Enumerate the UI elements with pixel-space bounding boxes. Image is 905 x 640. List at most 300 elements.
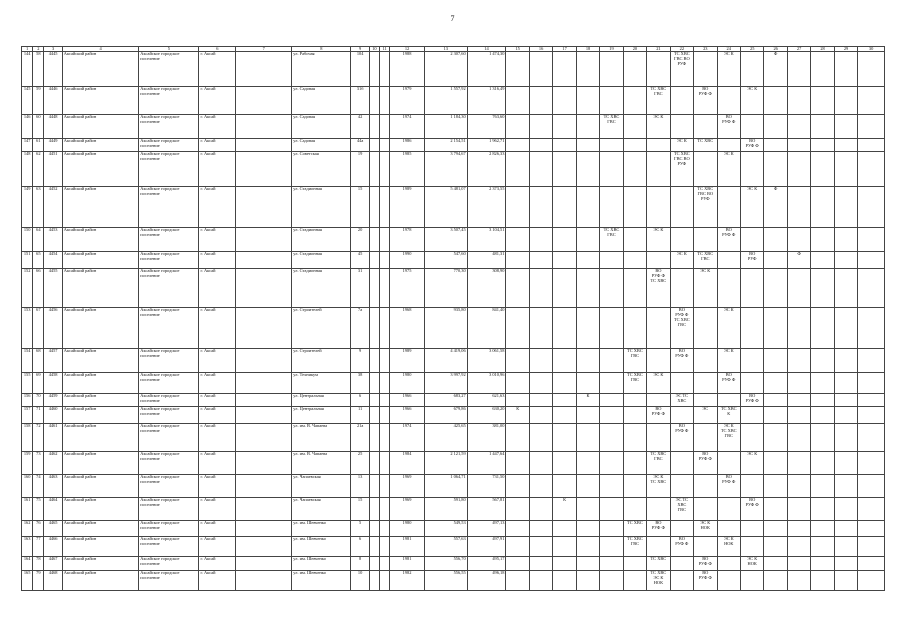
- work-type-cell: [576, 269, 599, 308]
- work-type-cell: [787, 557, 810, 571]
- work-type-cell: [529, 407, 552, 424]
- work-type-cell: [623, 498, 646, 521]
- work-type-cell: [717, 252, 740, 269]
- work-type-cell: [647, 152, 670, 187]
- build-year: 1966: [390, 407, 425, 424]
- work-type-cell: [506, 537, 529, 557]
- house-number: 21а: [351, 424, 369, 452]
- building-id: 4453: [44, 228, 62, 252]
- work-type-cell: ЭС К: [694, 269, 717, 308]
- empty-cell: [379, 452, 389, 475]
- work-type-cell: [811, 452, 834, 475]
- column-header: 3: [44, 47, 62, 52]
- column-header: 27: [787, 47, 810, 52]
- work-type-cell: ТС ХВС К: [717, 407, 740, 424]
- district: Аксайский район: [62, 139, 139, 152]
- row-number: 149: [22, 187, 33, 228]
- district: Аксайский район: [62, 407, 139, 424]
- build-year: 1985: [390, 152, 425, 187]
- work-type-cell: [600, 308, 623, 349]
- column-header: 7: [236, 47, 292, 52]
- work-type-cell: ВО РУФ Ф: [717, 115, 740, 139]
- build-year: 1968: [390, 308, 425, 349]
- row-number: 147: [22, 139, 33, 152]
- work-type-cell: [576, 228, 599, 252]
- build-year: 1981: [390, 557, 425, 571]
- column-header: 12: [390, 47, 425, 52]
- work-type-cell: ТС ХВС ГВС: [694, 252, 717, 269]
- build-year: 1989: [390, 349, 425, 373]
- empty-cell: [369, 187, 379, 228]
- work-type-cell: [600, 557, 623, 571]
- empty-cell: [369, 349, 379, 373]
- work-type-cell: [647, 308, 670, 349]
- work-type-cell: [858, 407, 885, 424]
- city: г. Аксай: [199, 252, 236, 269]
- work-type-cell: [858, 87, 885, 115]
- empty-cell: [369, 87, 379, 115]
- work-type-cell: [647, 424, 670, 452]
- work-type-cell: [811, 424, 834, 452]
- row-number: 164: [22, 557, 33, 571]
- total-area: 2 307,60: [424, 52, 467, 87]
- empty-cell: [236, 308, 292, 349]
- column-header: 22: [670, 47, 693, 52]
- work-type-cell: [506, 308, 529, 349]
- work-type-cell: [647, 349, 670, 373]
- build-year: 1980: [390, 373, 425, 394]
- work-type-cell: Ф: [787, 252, 810, 269]
- building-id: 4463: [44, 475, 62, 498]
- work-type-cell: [764, 394, 787, 407]
- city: г. Аксай: [199, 139, 236, 152]
- empty-cell: [369, 115, 379, 139]
- work-type-cell: [623, 228, 646, 252]
- work-type-cell: [764, 228, 787, 252]
- work-type-cell: [529, 252, 552, 269]
- settlement: Аксайское городское поселение: [139, 373, 199, 394]
- empty-cell: [379, 521, 389, 537]
- work-type-cell: [670, 407, 693, 424]
- work-type-cell: ВО РУФ Ф: [740, 498, 763, 521]
- table-row: [22, 498, 885, 521]
- work-type-cell: [506, 394, 529, 407]
- work-type-cell: ЭС К НОК: [717, 537, 740, 557]
- work-type-cell: [553, 87, 576, 115]
- work-type-cell: [623, 394, 646, 407]
- building-id: 4448: [44, 115, 62, 139]
- work-type-cell: [506, 498, 529, 521]
- work-type-cell: [506, 557, 529, 571]
- row-subnumber: 77: [33, 537, 44, 557]
- work-type-cell: [670, 87, 693, 115]
- work-type-cell: [811, 349, 834, 373]
- work-type-cell: [529, 115, 552, 139]
- building-id: 4461: [44, 424, 62, 452]
- district: Аксайский район: [62, 571, 139, 591]
- column-header: 18: [576, 47, 599, 52]
- living-area: 3 010,96: [467, 373, 506, 394]
- work-type-cell: [811, 269, 834, 308]
- work-type-cell: [576, 407, 599, 424]
- work-type-cell: [529, 557, 552, 571]
- work-type-cell: [811, 498, 834, 521]
- work-type-cell: [834, 269, 857, 308]
- work-type-cell: [553, 521, 576, 537]
- work-type-cell: ЭС К: [717, 152, 740, 187]
- work-type-cell: [858, 373, 885, 394]
- empty-cell: [379, 407, 389, 424]
- living-area: 308,90: [467, 269, 506, 308]
- work-type-cell: ВО РУФ Ф: [740, 394, 763, 407]
- living-area: 1 474,30: [467, 52, 506, 87]
- column-header: 4: [62, 47, 139, 52]
- row-number: 165: [22, 571, 33, 591]
- work-type-cell: [576, 475, 599, 498]
- living-area: 630,20: [467, 407, 506, 424]
- work-type-cell: [670, 115, 693, 139]
- building-id: 4465: [44, 521, 62, 537]
- empty-cell: [369, 373, 379, 394]
- work-type-cell: [834, 87, 857, 115]
- work-type-cell: [787, 475, 810, 498]
- work-type-cell: [811, 139, 834, 152]
- table-row: [22, 424, 885, 452]
- work-type-cell: [529, 269, 552, 308]
- work-type-cell: [600, 498, 623, 521]
- work-type-cell: [506, 521, 529, 537]
- empty-cell: [236, 373, 292, 394]
- work-type-cell: [647, 498, 670, 521]
- work-type-cell: [553, 152, 576, 187]
- house-number: 11: [351, 407, 369, 424]
- work-type-cell: ТС ХВС ГВС ВО РУФ: [670, 52, 693, 87]
- work-type-cell: ЭС К: [717, 349, 740, 373]
- column-header: 28: [811, 47, 834, 52]
- work-type-cell: [811, 407, 834, 424]
- empty-cell: [236, 407, 292, 424]
- work-type-cell: [576, 252, 599, 269]
- work-type-cell: [764, 308, 787, 349]
- work-type-cell: [670, 373, 693, 394]
- work-type-cell: [529, 537, 552, 557]
- work-type-cell: [600, 537, 623, 557]
- work-type-cell: ВО РУФ Ф: [717, 228, 740, 252]
- column-header: 20: [623, 47, 646, 52]
- street: ул. им. Шевченко: [292, 537, 351, 557]
- column-header: 24: [717, 47, 740, 52]
- work-type-cell: [858, 139, 885, 152]
- work-type-cell: [506, 187, 529, 228]
- house-number: 25: [351, 452, 369, 475]
- work-type-cell: [764, 407, 787, 424]
- work-type-cell: [740, 349, 763, 373]
- row-subnumber: 73: [33, 452, 44, 475]
- empty-cell: [236, 187, 292, 228]
- work-type-cell: ЭС К: [740, 187, 763, 228]
- column-header: 16: [529, 47, 552, 52]
- work-type-cell: [600, 424, 623, 452]
- work-type-cell: [576, 52, 599, 87]
- street: ул. Стадионная: [292, 228, 351, 252]
- living-area: 2 373,55: [467, 187, 506, 228]
- building-id: 4456: [44, 308, 62, 349]
- row-subnumber: 78: [33, 557, 44, 571]
- work-type-cell: ЭС К: [717, 308, 740, 349]
- work-type-cell: [553, 52, 576, 87]
- settlement: Аксайское городское поселение: [139, 152, 199, 187]
- column-header: 17: [553, 47, 576, 52]
- table-row: [22, 87, 885, 115]
- build-year: 1981: [390, 537, 425, 557]
- work-type-cell: [553, 228, 576, 252]
- work-type-cell: ЭС: [694, 407, 717, 424]
- district: Аксайский район: [62, 152, 139, 187]
- work-type-cell: ВО РУФ Ф: [647, 521, 670, 537]
- work-type-cell: [576, 537, 599, 557]
- city: г. Аксай: [199, 571, 236, 591]
- work-type-cell: [506, 228, 529, 252]
- row-subnumber: 61: [33, 139, 44, 152]
- work-type-cell: [694, 152, 717, 187]
- settlement: Аксайское городское поселение: [139, 269, 199, 308]
- total-area: 4 419,06: [424, 349, 467, 373]
- work-type-cell: [787, 424, 810, 452]
- work-type-cell: [764, 537, 787, 557]
- settlement: Аксайское городское поселение: [139, 394, 199, 407]
- table-row: [22, 349, 885, 373]
- work-type-cell: ТС ХВС ГВС: [647, 87, 670, 115]
- street: ул. Стадионная: [292, 187, 351, 228]
- street: ул. Советская: [292, 152, 351, 187]
- work-type-cell: [600, 475, 623, 498]
- work-type-cell: [834, 228, 857, 252]
- empty-cell: [379, 228, 389, 252]
- settlement: Аксайское городское поселение: [139, 452, 199, 475]
- empty-cell: [379, 373, 389, 394]
- work-type-cell: [740, 228, 763, 252]
- work-type-cell: ТС ХВС: [647, 557, 670, 571]
- building-id: 4459: [44, 394, 62, 407]
- district: Аксайский район: [62, 52, 139, 87]
- build-year: 1989: [390, 187, 425, 228]
- work-type-cell: [529, 87, 552, 115]
- work-type-cell: [764, 373, 787, 394]
- work-type-cell: [858, 571, 885, 591]
- house-number: 5: [351, 521, 369, 537]
- work-type-cell: ТС ХВС: [694, 139, 717, 152]
- work-type-cell: [529, 52, 552, 87]
- table-row: [22, 475, 885, 498]
- row-subnumber: 70: [33, 394, 44, 407]
- house-number: 104: [351, 52, 369, 87]
- work-type-cell: [553, 373, 576, 394]
- row-subnumber: 62: [33, 152, 44, 187]
- work-type-cell: [694, 308, 717, 349]
- empty-cell: [236, 269, 292, 308]
- work-type-cell: Ф: [764, 52, 787, 87]
- total-area: 3 794,67: [424, 152, 467, 187]
- work-type-cell: [834, 187, 857, 228]
- city: г. Аксай: [199, 87, 236, 115]
- empty-cell: [379, 308, 389, 349]
- house-number: 15: [351, 187, 369, 228]
- work-type-cell: [576, 452, 599, 475]
- settlement: Аксайское городское поселение: [139, 52, 199, 87]
- work-type-cell: [623, 52, 646, 87]
- work-type-cell: [834, 52, 857, 87]
- work-type-cell: [811, 228, 834, 252]
- work-type-cell: [553, 537, 576, 557]
- work-type-cell: [787, 407, 810, 424]
- work-type-cell: [764, 152, 787, 187]
- district: Аксайский район: [62, 475, 139, 498]
- total-area: 683,27: [424, 394, 467, 407]
- building-id: 4451: [44, 152, 62, 187]
- house-number: 20: [351, 228, 369, 252]
- row-number: 163: [22, 537, 33, 557]
- work-type-cell: [506, 152, 529, 187]
- city: г. Аксай: [199, 187, 236, 228]
- work-type-cell: [600, 152, 623, 187]
- building-id: 4467: [44, 557, 62, 571]
- table-row: [22, 394, 885, 407]
- house-number: 44а: [351, 139, 369, 152]
- column-header: 2: [33, 47, 44, 52]
- work-type-cell: [553, 308, 576, 349]
- row-number: 146: [22, 115, 33, 139]
- work-type-cell: [694, 115, 717, 139]
- total-area: 2 121,59: [424, 452, 467, 475]
- work-type-cell: [787, 152, 810, 187]
- house-number: 42: [351, 115, 369, 139]
- work-type-cell: [647, 252, 670, 269]
- work-type-cell: [834, 152, 857, 187]
- district: Аксайский район: [62, 349, 139, 373]
- empty-cell: [369, 308, 379, 349]
- column-header: 19: [600, 47, 623, 52]
- work-type-cell: [787, 308, 810, 349]
- work-type-cell: ВО РУФ Ф: [717, 475, 740, 498]
- work-type-cell: [858, 252, 885, 269]
- work-type-cell: [858, 152, 885, 187]
- empty-cell: [369, 424, 379, 452]
- building-id: 4449: [44, 139, 62, 152]
- column-header: 26: [764, 47, 787, 52]
- total-area: 770,30: [424, 269, 467, 308]
- row-number: 157: [22, 407, 33, 424]
- empty-cell: [236, 571, 292, 591]
- work-type-cell: [670, 557, 693, 571]
- row-subnumber: 75: [33, 498, 44, 521]
- work-type-cell: ЭС К НОК: [694, 521, 717, 537]
- city: г. Аксай: [199, 308, 236, 349]
- work-type-cell: [576, 557, 599, 571]
- work-type-cell: [834, 252, 857, 269]
- empty-cell: [379, 152, 389, 187]
- row-subnumber: 79: [33, 571, 44, 591]
- empty-cell: [236, 475, 292, 498]
- empty-cell: [369, 475, 379, 498]
- work-type-cell: [740, 269, 763, 308]
- work-type-cell: [600, 87, 623, 115]
- work-type-cell: [858, 228, 885, 252]
- settlement: Аксайское городское поселение: [139, 349, 199, 373]
- work-type-cell: [506, 115, 529, 139]
- city: г. Аксай: [199, 349, 236, 373]
- street: ул. Рабочая: [292, 52, 351, 87]
- column-header: 21: [647, 47, 670, 52]
- work-type-cell: [600, 252, 623, 269]
- work-type-cell: [553, 187, 576, 228]
- work-type-cell: [623, 571, 646, 591]
- street: ул. Стадионная: [292, 269, 351, 308]
- work-type-cell: [764, 269, 787, 308]
- work-type-cell: [858, 557, 885, 571]
- work-type-cell: [787, 87, 810, 115]
- work-type-cell: [858, 269, 885, 308]
- work-type-cell: ТС ХВС: [623, 521, 646, 537]
- work-type-cell: [623, 187, 646, 228]
- work-type-cell: ЭС К ТС ХВС: [647, 475, 670, 498]
- table-row: [22, 373, 885, 394]
- empty-cell: [236, 498, 292, 521]
- settlement: Аксайское городское поселение: [139, 139, 199, 152]
- table-row: [22, 452, 885, 475]
- work-type-cell: [553, 115, 576, 139]
- work-type-cell: [858, 349, 885, 373]
- city: г. Аксай: [199, 521, 236, 537]
- row-number: 156: [22, 394, 33, 407]
- row-number: 162: [22, 521, 33, 537]
- work-type-cell: [553, 475, 576, 498]
- building-id: 4452: [44, 187, 62, 228]
- district: Аксайский район: [62, 537, 139, 557]
- house-number: 31б: [351, 87, 369, 115]
- work-type-cell: [506, 571, 529, 591]
- empty-cell: [369, 139, 379, 152]
- empty-cell: [379, 269, 389, 308]
- column-header: 10: [369, 47, 379, 52]
- work-type-cell: [740, 152, 763, 187]
- work-type-cell: [506, 139, 529, 152]
- row-number: 145: [22, 87, 33, 115]
- work-type-cell: ВО РУФ Ф: [670, 424, 693, 452]
- total-area: 3 507,45: [424, 228, 467, 252]
- build-year: 1966: [390, 394, 425, 407]
- work-type-cell: [529, 228, 552, 252]
- street: ул. Техникум: [292, 373, 351, 394]
- living-area: 497,13: [467, 521, 506, 537]
- table-row: [22, 537, 885, 557]
- work-type-cell: К: [506, 407, 529, 424]
- empty-cell: [379, 571, 389, 591]
- street: ул. им. В. Чапаева: [292, 452, 351, 475]
- empty-cell: [379, 52, 389, 87]
- work-type-cell: [670, 452, 693, 475]
- empty-cell: [369, 571, 379, 591]
- empty-cell: [236, 452, 292, 475]
- work-type-cell: [858, 115, 885, 139]
- work-type-cell: [764, 475, 787, 498]
- city: г. Аксай: [199, 498, 236, 521]
- district: Аксайский район: [62, 498, 139, 521]
- work-type-cell: [553, 571, 576, 591]
- work-type-cell: ВО РУФ Ф: [694, 87, 717, 115]
- build-year: 1979: [390, 87, 425, 115]
- work-type-cell: [764, 498, 787, 521]
- work-type-cell: [858, 187, 885, 228]
